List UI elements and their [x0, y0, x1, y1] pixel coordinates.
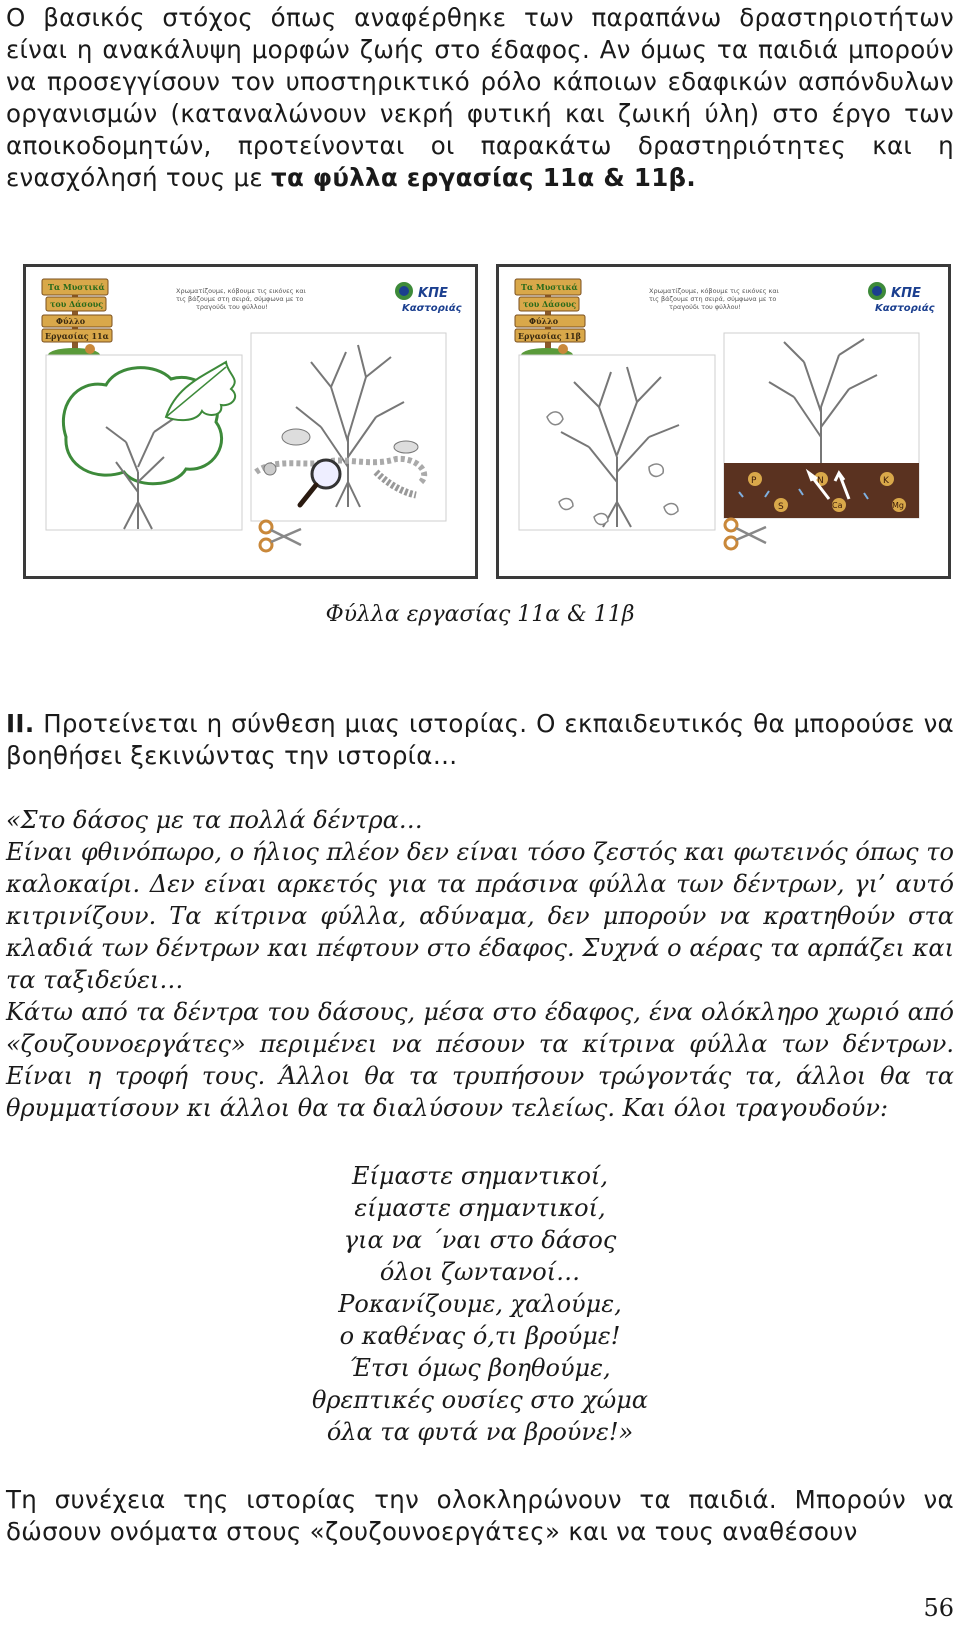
poem-line: όλα τα φυτά να βρούνε!» — [326, 1418, 634, 1446]
worksheet-11b-drawing — [499, 267, 948, 576]
nutrient-mg: Mg — [892, 501, 904, 510]
poem — [0, 1160, 960, 1448]
sign-line-2: του Δάσους — [50, 299, 104, 309]
poem-line: για να ΄ναι στο δάσος — [343, 1226, 617, 1254]
intro-text: Ο βασικός στόχος όπως αναφέρθηκε των παραπάνω δραστηριοτήτων είναι η ανακάλυψη μορφών ζωής στο έδαφος. Αν όμως τα παιδιά μπορούν να προσεγγίσουν τον υποστηρικτικό ρόλο κάποιων εδαφικών ασπόνδυλων οργανισμών (καταναλώνουν νεκρή φυτική και ζωική ύλη) στο έργο των αποικοδομητών, προτείνονται οι παρακάτω δραστηριότητες και η ενασχόλησή τους με — [6, 3, 954, 192]
forest-sign-icon — [42, 279, 112, 362]
instr-line-1: Χρωματίζουμε, κόβουμε τις εικόνες και — [176, 287, 306, 295]
page-number: 56 — [923, 1594, 954, 1622]
poem-line: Ροκανίζουμε, χαλούμε, — [338, 1290, 622, 1318]
story-block — [6, 804, 954, 1124]
logo-city: Καστοριάς — [875, 303, 935, 314]
instr-line-2: τις βάζουμε στη σειρά, σύμφωνα με το — [649, 295, 777, 303]
poem-line: θρεπτικές ουσίες στο χώμα — [311, 1386, 649, 1414]
sign-line-3: Φύλλο — [56, 316, 86, 326]
forest-sign-icon — [515, 279, 585, 362]
scissors-icon — [725, 519, 766, 549]
poem-line: είμαστε σημαντικοί, — [354, 1194, 606, 1222]
instr-line-3: τραγούδι του φύλλου! — [669, 303, 741, 311]
closing-paragraph: Τη συνέχεια της ιστορίας την ολοκληρώνουν τα παιδιά. Μπορούν να δώσουν ονόματα στους «ζουζουνοεργάτες» και να τους αναθέσουν — [6, 1485, 954, 1546]
poem-line: Έτσι όμως βοηθούμε, — [349, 1354, 611, 1382]
logo-kpe: ΚΠΕ — [891, 286, 921, 301]
sign-line-4: Εργασίας 11α — [45, 331, 109, 341]
logo-city: Καστοριάς — [402, 303, 462, 314]
nutrient-ca: Ca — [832, 501, 843, 510]
poem-line: όλοι ζωντανοί… — [379, 1258, 581, 1286]
sign-line-1: Τα Μυστικά — [48, 282, 105, 292]
poem-line: ο καθένας ό,τι βρούμε! — [339, 1322, 621, 1350]
scissors-icon — [260, 521, 301, 551]
kpe-logo-icon — [868, 282, 935, 314]
poem-line: Είμαστε σημαντικοί, — [352, 1162, 608, 1190]
figure-caption: Φύλλα εργασίας 11α & 11β — [325, 602, 635, 627]
sign-line-2: του Δάσους — [523, 299, 577, 309]
instr-line-3: τραγούδι του φύλλου! — [196, 303, 268, 311]
instr-line-2: τις βάζουμε στη σειρά, σύμφωνα με το — [176, 295, 304, 303]
nutrient-n: N — [817, 476, 824, 486]
nutrient-s: S — [778, 502, 784, 512]
worksheet-11a-drawing — [26, 267, 475, 576]
intro-paragraph — [6, 2, 954, 194]
sign-line-3: Φύλλο — [529, 316, 559, 326]
section-2-number: ΙΙ. — [6, 709, 35, 738]
worksheet-11b-image — [496, 264, 951, 579]
nutrient-p: P — [751, 476, 757, 486]
sign-line-4: Εργασίας 11β — [518, 331, 581, 341]
logo-kpe: ΚΠΕ — [418, 286, 448, 301]
intro-bold-ref: τα φύλλα εργασίας 11α & 11β. — [271, 163, 697, 192]
story-opening: «Στο δάσος με τα πολλά δέντρα… — [6, 806, 423, 834]
kpe-logo-icon — [395, 282, 462, 314]
section-2-paragraph — [6, 708, 954, 772]
worksheet-11a-image — [23, 264, 478, 579]
story-paragraph-2: Κάτω από τα δέντρα του δάσους, μέσα στο έδαφος, ένα ολόκληρο χωριό από «ζουζουνοεργάτες» περιμένει να πέσουν τα κίτρινα φύλλα των δέντρων. Είναι η τροφή τους. Άλλοι θα τα τρυπήσουν τρώγοντάς τα, άλλοι θα τα θρυμματίσουν κι άλλοι θα τα διαλύσουν τελείως. Και όλοι τραγουδούν: — [6, 998, 954, 1122]
section-2-text: Προτείνεται η σύνθεση μιας ιστορίας. Ο εκπαιδευτικός θα μπορούσε να βοηθήσει ξεκινώντας την ιστορία… — [6, 709, 955, 770]
instr-line-1: Χρωματίζουμε, κόβουμε τις εικόνες και — [649, 287, 779, 295]
sign-line-1: Τα Μυστικά — [521, 282, 578, 292]
story-paragraph-1: Είναι φθινόπωρο, ο ήλιος πλέον δεν είναι τόσο ζεστός και φωτεινός όπως το καλοκαίρι. Δεν είναι αρκετός για τα πράσινα φύλλα των δέντρων, γι’ αυτό κιτρινίζουν. Τα κίτρινα φύλλα, αδύναμα, δεν μπορούν να κρατηθούν στα κλαδιά των δέντρων και πέφτουν στο έδαφος. Συχνά ο αέρας τα αρπάζει και τα ταξιδεύει… — [6, 838, 954, 994]
nutrient-k: K — [883, 476, 889, 486]
